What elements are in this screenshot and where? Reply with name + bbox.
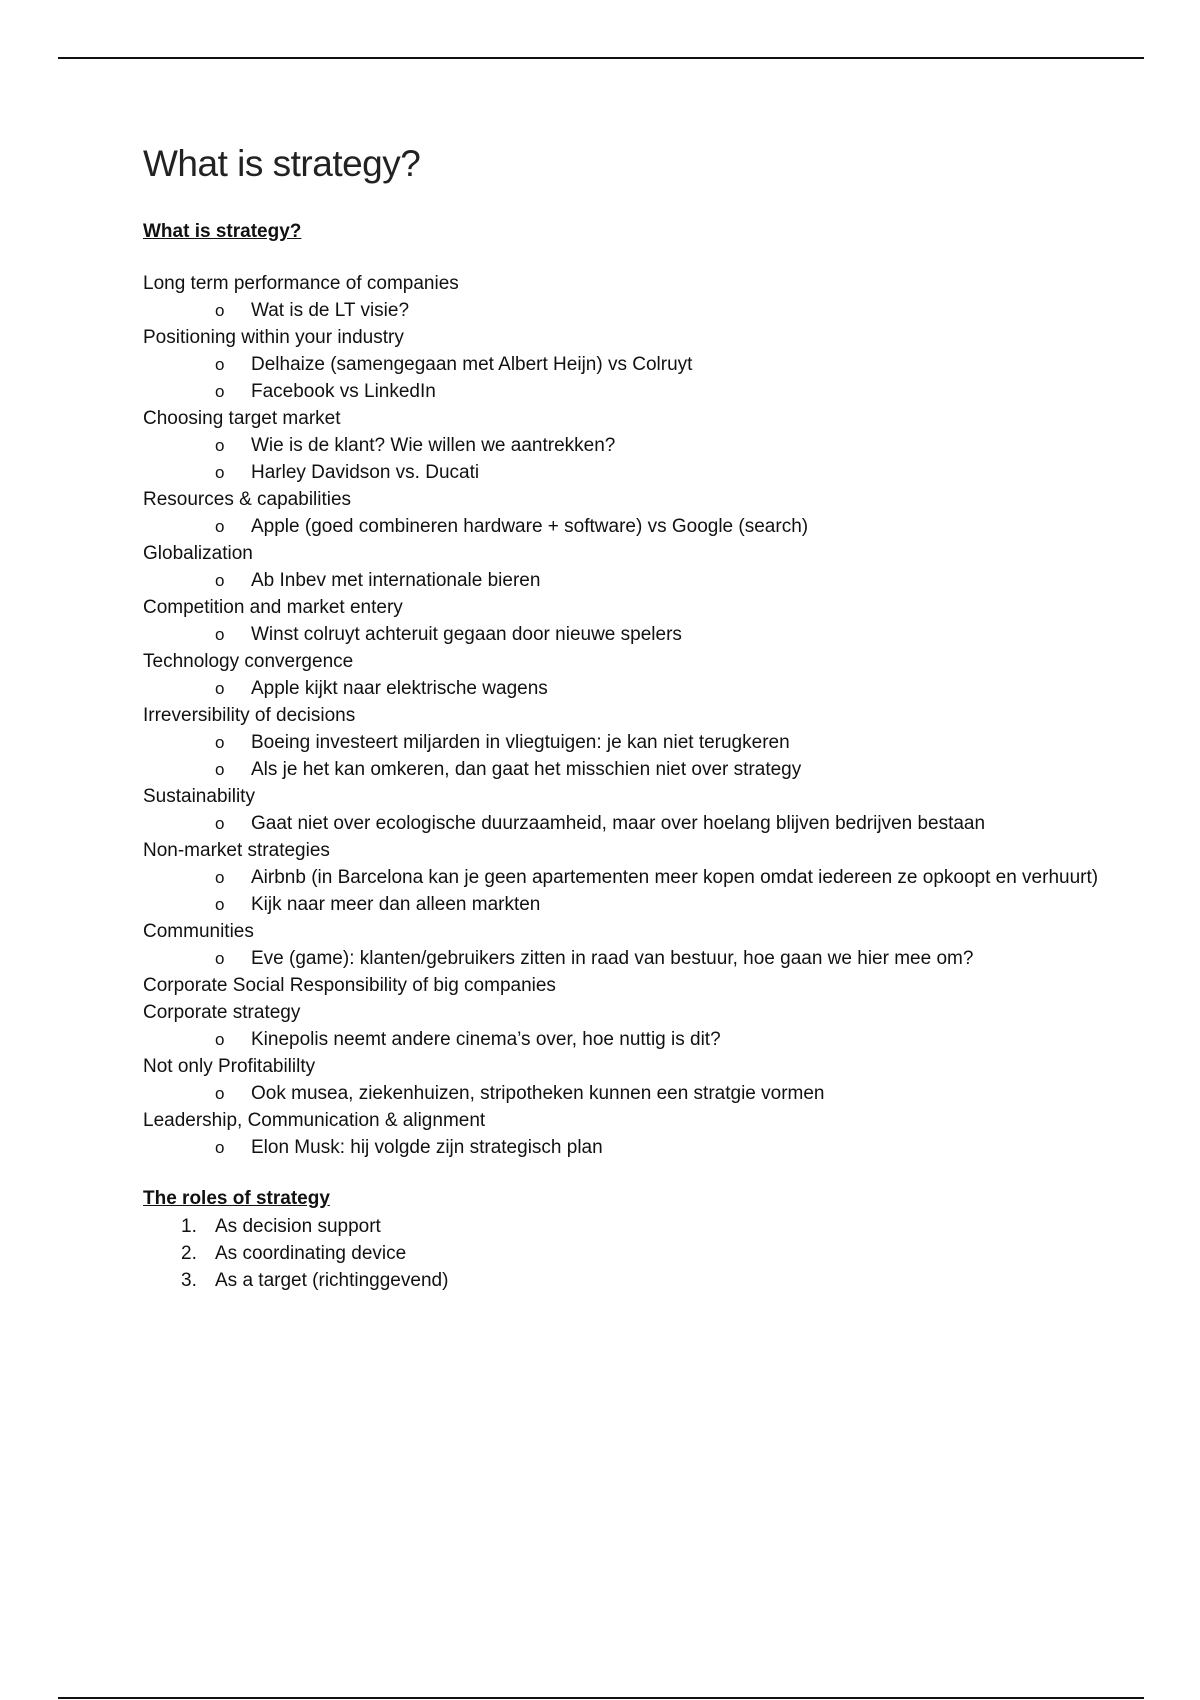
sub-bullet-text: Boeing investeert miljarden in vliegtuigen: je kan niet terugkeren	[251, 732, 790, 753]
list-item-text: As decision support	[215, 1216, 381, 1237]
sub-bullet-item	[143, 432, 1123, 459]
sub-bullet-item	[143, 675, 1123, 702]
topic-item: Corporate strategy	[143, 1002, 301, 1023]
sub-bullet-text: Harley Davidson vs. Ducati	[251, 462, 480, 483]
sub-bullet-text: Kijk naar meer dan alleen markten	[251, 894, 541, 915]
sub-bullet-text: Ook musea, ziekenhuizen, stripotheken kunnen een stratgie vormen	[251, 1083, 825, 1104]
sub-bullet-item	[143, 459, 1123, 486]
sub-bullet-item	[143, 1026, 1123, 1053]
section-heading-what-is-strategy: What is strategy?	[143, 221, 302, 242]
sub-bullet-item	[143, 1080, 1123, 1107]
sub-bullet-item	[143, 756, 1123, 783]
hollow-bullet-icon: o	[215, 760, 225, 779]
list-item-text: As a target (richtinggevend)	[215, 1270, 449, 1291]
list-item-text: As coordinating device	[215, 1243, 407, 1264]
sub-bullet-text: Ab Inbev met internationale bieren	[251, 570, 541, 591]
hollow-bullet-icon: o	[215, 571, 225, 590]
page-title: What is strategy?	[143, 143, 421, 184]
sub-bullet-text: Delhaize (samengegaan met Albert Heijn) vs Colruyt	[251, 354, 693, 375]
topic-item: Sustainability	[143, 786, 255, 807]
topic-item: Competition and market entery	[143, 597, 403, 618]
sub-bullet-item	[143, 351, 1123, 378]
sub-bullet-item	[143, 513, 1123, 540]
sub-bullet-text: Gaat niet over ecologische duurzaamheid, maar over hoelang blijven bedrijven bestaan	[251, 813, 986, 834]
numbered-list-item	[143, 1213, 1123, 1240]
topic-item: Long term performance of companies	[143, 273, 459, 294]
topic-item: Technology convergence	[143, 651, 354, 672]
hollow-bullet-icon: o	[215, 382, 225, 401]
section-heading-roles: The roles of strategy	[143, 1188, 330, 1209]
hollow-bullet-icon: o	[215, 517, 225, 536]
document-body	[143, 140, 1123, 1294]
topic-item: Resources & capabilities	[143, 489, 352, 510]
numbered-list-item	[143, 1267, 1123, 1294]
sub-bullet-item	[143, 945, 1123, 972]
sub-bullet-item	[143, 729, 1123, 756]
list-number: 3.	[181, 1270, 197, 1291]
sub-bullet-text: Als je het kan omkeren, dan gaat het misschien niet over strategy	[251, 759, 802, 780]
sub-bullet-text: Wat is de LT visie?	[251, 300, 410, 321]
hollow-bullet-icon: o	[215, 436, 225, 455]
header-rule	[58, 57, 1144, 59]
roles-list	[143, 1213, 1123, 1294]
sub-bullet-text: Apple kijkt naar elektrische wagens	[251, 678, 548, 699]
topic-item: Positioning within your industry	[143, 327, 404, 348]
topic-item: Communities	[143, 921, 254, 942]
hollow-bullet-icon: o	[215, 1138, 225, 1157]
sub-bullet-text: Winst colruyt achteruit gegaan door nieuwe spelers	[251, 624, 682, 645]
sub-bullet-item	[143, 567, 1123, 594]
hollow-bullet-icon: o	[215, 301, 225, 320]
sub-bullet-text: Facebook vs LinkedIn	[251, 381, 436, 402]
footer-rule	[58, 1697, 1144, 1699]
topic-item: Choosing target market	[143, 408, 341, 429]
hollow-bullet-icon: o	[215, 463, 225, 482]
hollow-bullet-icon: o	[215, 895, 225, 914]
topic-item: Not only Profitabililty	[143, 1056, 316, 1077]
list-number: 1.	[181, 1216, 197, 1237]
sub-bullet-item	[143, 378, 1123, 405]
topic-item: Leadership, Communication & alignment	[143, 1110, 486, 1131]
hollow-bullet-icon: o	[215, 1030, 225, 1049]
hollow-bullet-icon: o	[215, 625, 225, 644]
hollow-bullet-icon: o	[215, 1084, 225, 1103]
sub-bullet-text: Eve (game): klanten/gebruikers zitten in raad van bestuur, hoe gaan we hier mee om?	[251, 948, 974, 969]
hollow-bullet-icon: o	[215, 814, 225, 833]
numbered-list-item	[143, 1240, 1123, 1267]
hollow-bullet-icon: o	[215, 679, 225, 698]
topic-item: Non-market strategies	[143, 840, 330, 861]
list-number: 2.	[181, 1243, 197, 1264]
sub-bullet-text: Apple (goed combineren hardware + software) vs Google (search)	[251, 516, 809, 537]
hollow-bullet-icon: o	[215, 949, 225, 968]
sub-bullet-item	[143, 864, 1123, 891]
sub-bullet-item	[143, 891, 1123, 918]
sub-bullet-text: Wie is de klant? Wie willen we aantrekken?	[251, 435, 616, 456]
sub-bullet-text: Kinepolis neemt andere cinema’s over, hoe nuttig is dit?	[251, 1029, 721, 1050]
sub-bullet-item	[143, 810, 1123, 837]
hollow-bullet-icon: o	[215, 733, 225, 752]
hollow-bullet-icon: o	[215, 355, 225, 374]
sub-bullet-item	[143, 297, 1123, 324]
sub-bullet-item	[143, 1134, 1123, 1161]
topic-item: Globalization	[143, 543, 253, 564]
sub-bullet-item	[143, 621, 1123, 648]
topic-item: Corporate Social Responsibility of big companies	[143, 975, 556, 996]
hollow-bullet-icon: o	[215, 868, 225, 887]
topic-item: Irreversibility of decisions	[143, 705, 356, 726]
sub-bullet-text: Elon Musk: hij volgde zijn strategisch plan	[251, 1137, 603, 1158]
sub-bullet-text: Airbnb (in Barcelona kan je geen apartementen meer kopen omdat iedereen ze opkoopt en verhuurt)	[251, 867, 1099, 888]
topic-list	[143, 270, 1123, 1161]
